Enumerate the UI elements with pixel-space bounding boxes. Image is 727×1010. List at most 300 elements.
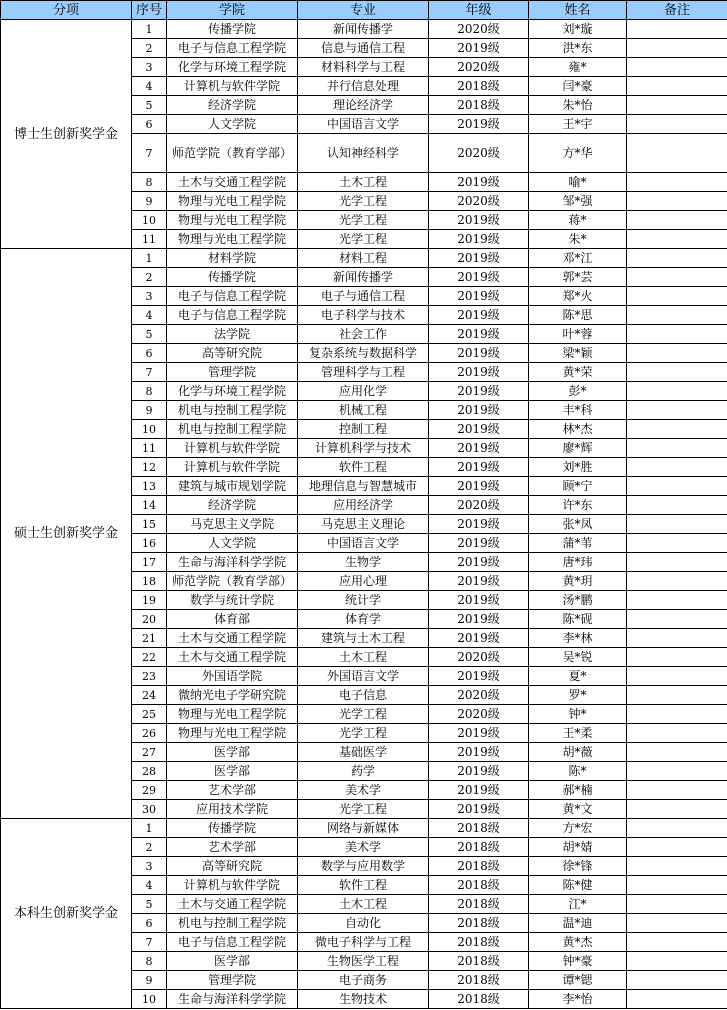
student-name-cell: 廖*辉: [529, 439, 627, 458]
student-name-cell: 叶*蓉: [529, 325, 627, 344]
college-cell: 人文学院: [167, 534, 298, 553]
grade-cell: 2020级: [429, 20, 529, 39]
major-cell: 美术学: [298, 838, 429, 857]
college-cell: 医学部: [167, 762, 298, 781]
index-cell: 6: [132, 914, 167, 933]
college-cell: 电子与信息工程学院: [167, 306, 298, 325]
major-cell: 土木工程: [298, 895, 429, 914]
student-name-cell: 林*杰: [529, 420, 627, 439]
grade-cell: 2019级: [429, 572, 529, 591]
index-cell: 4: [132, 77, 167, 96]
index-cell: 16: [132, 534, 167, 553]
index-cell: 10: [132, 990, 167, 1009]
grade-cell: 2019级: [429, 781, 529, 800]
remark-cell: [627, 933, 727, 952]
student-name-cell: 喻*: [529, 173, 627, 192]
student-name-cell: 陈*思: [529, 306, 627, 325]
remark-cell: [627, 515, 727, 534]
header-index: 序号: [132, 1, 167, 20]
index-cell: 21: [132, 629, 167, 648]
student-name-cell: 黄*玥: [529, 572, 627, 591]
remark-cell: [627, 705, 727, 724]
index-cell: 19: [132, 591, 167, 610]
grade-cell: 2020级: [429, 705, 529, 724]
college-cell: 化学与环境工程学院: [167, 58, 298, 77]
college-cell: 生命与海洋科学学院: [167, 553, 298, 572]
index-cell: 18: [132, 572, 167, 591]
college-cell: 物理与光电工程学院: [167, 724, 298, 743]
college-cell: 电子与信息工程学院: [167, 933, 298, 952]
grade-cell: 2019级: [429, 724, 529, 743]
student-name-cell: 闫*豪: [529, 77, 627, 96]
major-cell: 机械工程: [298, 401, 429, 420]
table-row: [1, 20, 727, 39]
category-cell: 硕士生创新奖学金: [1, 249, 132, 819]
major-cell: 电子科学与技术: [298, 306, 429, 325]
student-name-cell: 陈*: [529, 762, 627, 781]
index-cell: 8: [132, 952, 167, 971]
remark-cell: [627, 819, 727, 838]
student-name-cell: 胡*薇: [529, 743, 627, 762]
major-cell: 药学: [298, 762, 429, 781]
student-name-cell: 温*迪: [529, 914, 627, 933]
remark-cell: [627, 344, 727, 363]
remark-cell: [627, 629, 727, 648]
major-cell: 自动化: [298, 914, 429, 933]
index-cell: 10: [132, 420, 167, 439]
index-cell: 9: [132, 192, 167, 211]
index-cell: 7: [132, 363, 167, 382]
remark-cell: [627, 990, 727, 1009]
major-cell: 电子信息: [298, 686, 429, 705]
index-cell: 3: [132, 287, 167, 306]
major-cell: 生物医学工程: [298, 952, 429, 971]
remark-cell: [627, 96, 727, 115]
header-category: 分项: [1, 1, 132, 20]
college-cell: 外国语学院: [167, 667, 298, 686]
college-cell: 师范学院（教育学部）: [167, 134, 298, 173]
major-cell: 材料科学与工程: [298, 58, 429, 77]
student-name-cell: 黄*文: [529, 800, 627, 819]
index-cell: 28: [132, 762, 167, 781]
college-cell: 医学部: [167, 743, 298, 762]
student-name-cell: 丰*科: [529, 401, 627, 420]
index-cell: 2: [132, 838, 167, 857]
header-remark: 备注: [627, 1, 727, 20]
major-cell: 数学与应用数学: [298, 857, 429, 876]
student-name-cell: 唐*玮: [529, 553, 627, 572]
student-name-cell: 夏*: [529, 667, 627, 686]
remark-cell: [627, 268, 727, 287]
college-cell: 高等研究院: [167, 344, 298, 363]
college-cell: 物理与光电工程学院: [167, 192, 298, 211]
student-name-cell: 陈*砚: [529, 610, 627, 629]
index-cell: 23: [132, 667, 167, 686]
college-cell: 土木与交通工程学院: [167, 173, 298, 192]
index-cell: 10: [132, 211, 167, 230]
major-cell: 马克思主义理论: [298, 515, 429, 534]
index-cell: 25: [132, 705, 167, 724]
grade-cell: 2018级: [429, 990, 529, 1009]
grade-cell: 2019级: [429, 268, 529, 287]
college-cell: 电子与信息工程学院: [167, 39, 298, 58]
college-cell: 法学院: [167, 325, 298, 344]
student-name-cell: 刘*胜: [529, 458, 627, 477]
grade-cell: 2019级: [429, 458, 529, 477]
remark-cell: [627, 838, 727, 857]
student-name-cell: 顾*宁: [529, 477, 627, 496]
grade-cell: 2019级: [429, 800, 529, 819]
major-cell: 光学工程: [298, 800, 429, 819]
college-cell: 机电与控制工程学院: [167, 401, 298, 420]
student-name-cell: 王*宇: [529, 115, 627, 134]
index-cell: 5: [132, 895, 167, 914]
grade-cell: 2019级: [429, 325, 529, 344]
student-name-cell: 张*凤: [529, 515, 627, 534]
index-cell: 15: [132, 515, 167, 534]
college-cell: 计算机与软件学院: [167, 876, 298, 895]
grade-cell: 2019级: [429, 344, 529, 363]
student-name-cell: 方*华: [529, 134, 627, 173]
major-cell: 应用化学: [298, 382, 429, 401]
major-cell: 中国语言文学: [298, 115, 429, 134]
major-cell: 并行信息处理: [298, 77, 429, 96]
remark-cell: [627, 781, 727, 800]
college-cell: 建筑与城市规划学院: [167, 477, 298, 496]
student-name-cell: 徐*锋: [529, 857, 627, 876]
student-name-cell: 谭*锶: [529, 971, 627, 990]
student-name-cell: 李*林: [529, 629, 627, 648]
remark-cell: [627, 115, 727, 134]
major-cell: 管理科学与工程: [298, 363, 429, 382]
grade-cell: 2019级: [429, 439, 529, 458]
major-cell: 基础医学: [298, 743, 429, 762]
college-cell: 计算机与软件学院: [167, 439, 298, 458]
header-college: 学院: [167, 1, 298, 20]
college-cell: 土木与交通工程学院: [167, 629, 298, 648]
index-cell: 29: [132, 781, 167, 800]
major-cell: 光学工程: [298, 705, 429, 724]
remark-cell: [627, 77, 727, 96]
college-cell: 机电与控制工程学院: [167, 914, 298, 933]
remark-cell: [627, 306, 727, 325]
index-cell: 2: [132, 268, 167, 287]
index-cell: 1: [132, 20, 167, 39]
major-cell: 新闻传播学: [298, 268, 429, 287]
student-name-cell: 钟*: [529, 705, 627, 724]
index-cell: 14: [132, 496, 167, 515]
remark-cell: [627, 401, 727, 420]
remark-cell: [627, 439, 727, 458]
major-cell: 地理信息与智慧城市: [298, 477, 429, 496]
grade-cell: 2020级: [429, 686, 529, 705]
major-cell: 光学工程: [298, 211, 429, 230]
remark-cell: [627, 534, 727, 553]
header-grade: 年级: [429, 1, 529, 20]
student-name-cell: 李*怡: [529, 990, 627, 1009]
major-cell: 生物学: [298, 553, 429, 572]
remark-cell: [627, 39, 727, 58]
college-cell: 计算机与软件学院: [167, 77, 298, 96]
college-cell: 计算机与软件学院: [167, 458, 298, 477]
index-cell: 1: [132, 249, 167, 268]
grade-cell: 2019级: [429, 477, 529, 496]
student-name-cell: 江*: [529, 895, 627, 914]
major-cell: 电子与通信工程: [298, 287, 429, 306]
major-cell: 理论经济学: [298, 96, 429, 115]
index-cell: 3: [132, 857, 167, 876]
index-cell: 4: [132, 876, 167, 895]
major-cell: 微电子科学与工程: [298, 933, 429, 952]
major-cell: 应用心理: [298, 572, 429, 591]
index-cell: 12: [132, 458, 167, 477]
major-cell: 认知神经科学: [298, 134, 429, 173]
category-cell: 本科生创新奖学金: [1, 819, 132, 1009]
remark-cell: [627, 477, 727, 496]
grade-cell: 2018级: [429, 876, 529, 895]
remark-cell: [627, 724, 727, 743]
index-cell: 1: [132, 819, 167, 838]
major-cell: 电子商务: [298, 971, 429, 990]
grade-cell: 2019级: [429, 610, 529, 629]
remark-cell: [627, 134, 727, 173]
index-cell: 17: [132, 553, 167, 572]
student-name-cell: 郭*芸: [529, 268, 627, 287]
grade-cell: 2018级: [429, 895, 529, 914]
remark-cell: [627, 857, 727, 876]
remark-cell: [627, 895, 727, 914]
college-cell: 机电与控制工程学院: [167, 420, 298, 439]
college-cell: 经济学院: [167, 96, 298, 115]
grade-cell: 2019级: [429, 667, 529, 686]
grade-cell: 2019级: [429, 39, 529, 58]
table-row: [1, 249, 727, 268]
grade-cell: 2019级: [429, 173, 529, 192]
index-cell: 2: [132, 39, 167, 58]
remark-cell: [627, 382, 727, 401]
grade-cell: 2018级: [429, 971, 529, 990]
major-cell: 计算机科学与技术: [298, 439, 429, 458]
major-cell: 光学工程: [298, 724, 429, 743]
student-name-cell: 钟*豪: [529, 952, 627, 971]
college-cell: 数学与统计学院: [167, 591, 298, 610]
student-name-cell: 郑*火: [529, 287, 627, 306]
remark-cell: [627, 743, 727, 762]
major-cell: 材料工程: [298, 249, 429, 268]
grade-cell: 2019级: [429, 230, 529, 249]
grade-cell: 2019级: [429, 382, 529, 401]
major-cell: 软件工程: [298, 458, 429, 477]
index-cell: 9: [132, 971, 167, 990]
grade-cell: 2019级: [429, 211, 529, 230]
college-cell: 电子与信息工程学院: [167, 287, 298, 306]
remark-cell: [627, 58, 727, 77]
college-cell: 土木与交通工程学院: [167, 648, 298, 667]
college-cell: 传播学院: [167, 819, 298, 838]
grade-cell: 2019级: [429, 762, 529, 781]
major-cell: 网络与新媒体: [298, 819, 429, 838]
remark-cell: [627, 876, 727, 895]
college-cell: 体育部: [167, 610, 298, 629]
table-header: [1, 1, 727, 20]
grade-cell: 2019级: [429, 553, 529, 572]
student-name-cell: 洪*东: [529, 39, 627, 58]
grade-cell: 2019级: [429, 629, 529, 648]
student-name-cell: 黄*杰: [529, 933, 627, 952]
college-cell: 物理与光电工程学院: [167, 211, 298, 230]
college-cell: 管理学院: [167, 971, 298, 990]
college-cell: 马克思主义学院: [167, 515, 298, 534]
major-cell: 新闻传播学: [298, 20, 429, 39]
major-cell: 外国语言文学: [298, 667, 429, 686]
header-major: 专业: [298, 1, 429, 20]
college-cell: 高等研究院: [167, 857, 298, 876]
index-cell: 22: [132, 648, 167, 667]
grade-cell: 2018级: [429, 952, 529, 971]
remark-cell: [627, 325, 727, 344]
student-name-cell: 吴*锐: [529, 648, 627, 667]
grade-cell: 2019级: [429, 515, 529, 534]
student-name-cell: 朱*怡: [529, 96, 627, 115]
grade-cell: 2018级: [429, 933, 529, 952]
remark-cell: [627, 496, 727, 515]
index-cell: 7: [132, 933, 167, 952]
grade-cell: 2019级: [429, 534, 529, 553]
grade-cell: 2019级: [429, 306, 529, 325]
student-name-cell: 蒲*苇: [529, 534, 627, 553]
student-name-cell: 梁*颖: [529, 344, 627, 363]
grade-cell: 2018级: [429, 857, 529, 876]
grade-cell: 2018级: [429, 77, 529, 96]
remark-cell: [627, 173, 727, 192]
major-cell: 土木工程: [298, 173, 429, 192]
student-name-cell: 陈*健: [529, 876, 627, 895]
major-cell: 复杂系统与数据科学: [298, 344, 429, 363]
index-cell: 3: [132, 58, 167, 77]
college-cell: 艺术学部: [167, 781, 298, 800]
college-cell: 化学与环境工程学院: [167, 382, 298, 401]
student-name-cell: 邓*江: [529, 249, 627, 268]
major-cell: 信息与通信工程: [298, 39, 429, 58]
major-cell: 体育学: [298, 610, 429, 629]
remark-cell: [627, 591, 727, 610]
college-cell: 应用技术学院: [167, 800, 298, 819]
grade-cell: 2018级: [429, 838, 529, 857]
remark-cell: [627, 952, 727, 971]
remark-cell: [627, 800, 727, 819]
index-cell: 6: [132, 344, 167, 363]
student-name-cell: 郝*楠: [529, 781, 627, 800]
grade-cell: 2018级: [429, 96, 529, 115]
index-cell: 11: [132, 439, 167, 458]
index-cell: 8: [132, 173, 167, 192]
grade-cell: 2018级: [429, 914, 529, 933]
grade-cell: 2019级: [429, 363, 529, 382]
index-cell: 24: [132, 686, 167, 705]
remark-cell: [627, 230, 727, 249]
index-cell: 11: [132, 230, 167, 249]
grade-cell: 2019级: [429, 287, 529, 306]
major-cell: 社会工作: [298, 325, 429, 344]
college-cell: 师范学院（教育学部）: [167, 572, 298, 591]
college-cell: 材料学院: [167, 249, 298, 268]
grade-cell: 2020级: [429, 134, 529, 173]
index-cell: 4: [132, 306, 167, 325]
major-cell: 光学工程: [298, 192, 429, 211]
college-cell: 土木与交通工程学院: [167, 895, 298, 914]
student-name-cell: 方*宏: [529, 819, 627, 838]
remark-cell: [627, 914, 727, 933]
remark-cell: [627, 553, 727, 572]
major-cell: 生物技术: [298, 990, 429, 1009]
student-name-cell: 汤*鹏: [529, 591, 627, 610]
table-body: [1, 20, 727, 1009]
grade-cell: 2019级: [429, 249, 529, 268]
index-cell: 6: [132, 115, 167, 134]
category-cell: 博士生创新奖学金: [1, 20, 132, 249]
student-name-cell: 罗*: [529, 686, 627, 705]
grade-cell: 2020级: [429, 496, 529, 515]
table-row: [1, 819, 727, 838]
college-cell: 经济学院: [167, 496, 298, 515]
grade-cell: 2020级: [429, 58, 529, 77]
major-cell: 建筑与土木工程: [298, 629, 429, 648]
college-cell: 管理学院: [167, 363, 298, 382]
remark-cell: [627, 667, 727, 686]
major-cell: 中国语言文学: [298, 534, 429, 553]
remark-cell: [627, 363, 727, 382]
student-name-cell: 许*东: [529, 496, 627, 515]
index-cell: 5: [132, 96, 167, 115]
major-cell: 土木工程: [298, 648, 429, 667]
college-cell: 人文学院: [167, 115, 298, 134]
college-cell: 生命与海洋科学学院: [167, 990, 298, 1009]
student-name-cell: 王*柔: [529, 724, 627, 743]
major-cell: 美术学: [298, 781, 429, 800]
grade-cell: 2020级: [429, 192, 529, 211]
grade-cell: 2019级: [429, 743, 529, 762]
student-name-cell: 彭*: [529, 382, 627, 401]
index-cell: 27: [132, 743, 167, 762]
student-name-cell: 蒋*: [529, 211, 627, 230]
remark-cell: [627, 458, 727, 477]
major-cell: 光学工程: [298, 230, 429, 249]
major-cell: 控制工程: [298, 420, 429, 439]
grade-cell: 2018级: [429, 819, 529, 838]
index-cell: 26: [132, 724, 167, 743]
grade-cell: 2019级: [429, 420, 529, 439]
remark-cell: [627, 211, 727, 230]
remark-cell: [627, 20, 727, 39]
major-cell: 应用经济学: [298, 496, 429, 515]
grade-cell: 2019级: [429, 115, 529, 134]
grade-cell: 2019级: [429, 401, 529, 420]
remark-cell: [627, 971, 727, 990]
remark-cell: [627, 249, 727, 268]
index-cell: 5: [132, 325, 167, 344]
index-cell: 9: [132, 401, 167, 420]
student-name-cell: 胡*婧: [529, 838, 627, 857]
college-cell: 微纳光电子学研究院: [167, 686, 298, 705]
student-name-cell: 邹*强: [529, 192, 627, 211]
header-name: 姓名: [529, 1, 627, 20]
remark-cell: [627, 610, 727, 629]
remark-cell: [627, 287, 727, 306]
remark-cell: [627, 686, 727, 705]
student-name-cell: 黄*荣: [529, 363, 627, 382]
remark-cell: [627, 648, 727, 667]
grade-cell: 2019级: [429, 591, 529, 610]
